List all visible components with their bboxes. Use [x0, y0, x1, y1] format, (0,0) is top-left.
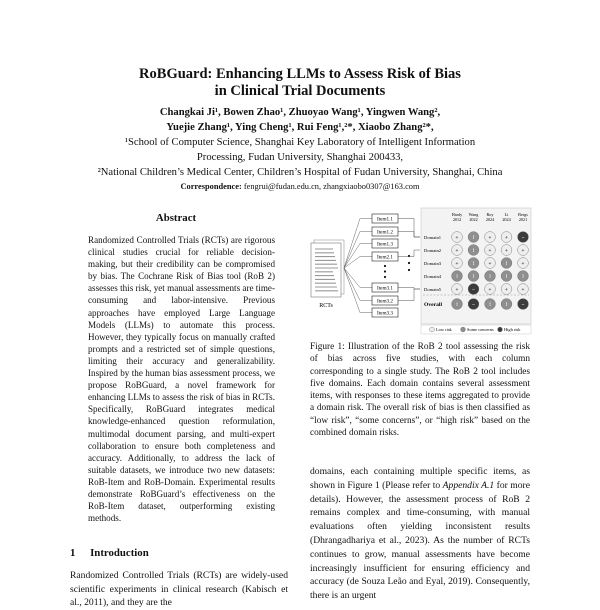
authors-line1: Changkai Ji¹, Bowen Zhao¹, Zhuoyao Wang¹, Yingwen Wang², [159, 107, 441, 118]
risk-symbol: ! [456, 302, 458, 308]
risk-symbol: + [488, 235, 492, 241]
domain-label: Domain5 [424, 287, 442, 292]
introduction-text: Randomized Controlled Trials (RCTs) are widely-used scientific experiments in clinical research (Kabisch et al., 2011), and they are the [70, 570, 288, 608]
item-connector-line [344, 268, 372, 288]
legend-swatch-high [498, 327, 503, 332]
domain-label: Domain1 [424, 235, 442, 240]
item-connector-line [344, 268, 372, 313]
risk-symbol: ! [489, 302, 491, 308]
risk-symbol: ! [505, 302, 508, 308]
risk-symbol: ! [472, 274, 475, 280]
risk-symbol: + [455, 287, 459, 293]
risk-symbol: ! [505, 261, 508, 267]
item-label: Item3.1 [377, 285, 393, 292]
item-label: Item1.2 [377, 229, 393, 236]
risk-symbol: − [471, 302, 476, 308]
study-name: Bergs [518, 212, 528, 217]
risk-symbol: ! [472, 261, 475, 267]
ellipsis-dot [384, 276, 386, 278]
risk-symbol: + [521, 261, 525, 267]
paper-title-line2: in Clinical Trial Documents [214, 83, 386, 99]
affiliation-1-line2: Processing, Fudan University, Shanghai 200433, [196, 152, 404, 163]
paper-title-line1: RoBGuard: Enhancing LLMs to Assess Risk of Bias [139, 66, 461, 82]
overall-label: Overall [424, 302, 443, 308]
introduction-heading [70, 547, 149, 559]
item-label: Item3.3 [377, 310, 393, 317]
domain-arrow [398, 289, 420, 301]
domain-label: Domain3 [424, 261, 442, 266]
domain-label: Domain4 [424, 274, 442, 279]
risk-symbol: ! [456, 274, 458, 280]
study-year: 2024 [502, 217, 511, 222]
correspondence-emails: fengrui@fudan.edu.cn, zhangxiaobo0307@163.com [243, 182, 420, 191]
study-year: 2024 [485, 217, 495, 222]
ellipsis-dot [384, 270, 386, 272]
correspondence-label: Correspondence: [180, 182, 242, 191]
study-year: 2012 [452, 217, 462, 222]
legend-label: Low risk [436, 327, 452, 333]
legend-label: High risk [504, 327, 521, 333]
right-text-before: domains, each containing multiple specific items, as shown in Figure 1 (Please refer to [310, 466, 530, 491]
risk-symbol: ! [472, 248, 475, 254]
item-label: Item1.1 [377, 216, 393, 223]
study-year: 2021 [518, 217, 528, 222]
section-number: 1 [70, 547, 76, 559]
study-name: Wang [468, 212, 479, 217]
abstract-heading: Abstract [155, 212, 197, 224]
figure-1-rob-diagram [310, 206, 532, 336]
correspondence [0, 181, 600, 193]
risk-symbol: + [455, 235, 459, 241]
rct-document-icon [311, 243, 341, 297]
risk-symbol: + [488, 261, 492, 267]
abstract-text: Randomized Controlled Trials (RCTs) are rigorous clinical studies crucial for reliable decision-making, but their credibility can be compromised by bias. The Cochrane Risk of Bias tool (RoB 2) assesses this risk, yet manual assessments are time-consuming and labor-intensive. Previous approaches have employed Large Language Models (LLMs) to automate this process. However, they typically focus on manually crafted prompts and a restricted set of simple questions, limiting their accuracy and generalizability. Inspired by the human bias assessment process, we propose RoBGuard, a novel framework for enhancing LLMs to assess the risk of bias in RCTs. Specifically, RoBGuard integrates medical knowledge-enhanced question reformulation, multimodal document parsing, and multi-expert collaboration to ensure both completeness and accuracy. Additionally, to address the lack of suitable datasets, we introduce two new datasets: RoB-Item and RoB-Domain. Experimental results demonstrate RoBGuard’s effectiveness on the RoB-Item dataset, outperforming existing methods. [88, 235, 275, 524]
item-label: Item2.1 [377, 254, 393, 261]
legend-swatch-low [430, 327, 435, 332]
risk-symbol: + [521, 287, 525, 293]
risk-symbol: + [504, 287, 509, 293]
study-year: 2022 [469, 217, 478, 222]
item-connector-line [344, 232, 372, 269]
affiliation-1-line1: ¹School of Computer Science, Shanghai Key Laboratory of Intelligent Information [124, 137, 476, 148]
study-name: Li [504, 212, 509, 217]
risk-symbol: − [521, 235, 525, 241]
risk-symbol: + [504, 235, 509, 241]
legend-swatch-some [461, 327, 466, 332]
risk-symbol: + [488, 248, 492, 254]
risk-symbol: + [455, 248, 459, 254]
risk-symbol: − [521, 302, 525, 308]
authors-line2: Yuejie Zhang¹, Ying Cheng¹, Rui Feng¹,²*, Xiaobo Zhang²*, [166, 122, 434, 133]
item-label: Item3.2 [377, 298, 393, 305]
domain-arrow [398, 288, 420, 290]
rcts-label: RCTs [319, 303, 333, 309]
ellipsis-dot [408, 262, 410, 264]
item-label: Item1.3 [377, 241, 393, 248]
risk-symbol: ! [472, 235, 475, 241]
ellipsis-dot [384, 265, 386, 267]
study-name: Roy [486, 212, 494, 217]
right-column-text [310, 465, 530, 603]
risk-symbol: ! [489, 274, 491, 280]
risk-symbol: ! [522, 274, 524, 280]
ellipsis-dot [408, 269, 410, 271]
study-name: Hardy [451, 212, 463, 217]
right-text-after: for more details). However, the assessment process of RoB 2 remains complex and time-consuming, with manual evaluations often yielding inconsistent results (Dhrangadhariya et al., 2023). As the number of RCTs continues to grow, manual assessments have become increasingly insufficient for ensuring efficiency and accuracy (de Souza Leão and Eyal, 2019). Consequently, there is an urgent [310, 479, 530, 602]
risk-symbol: + [521, 248, 525, 254]
risk-symbol: + [455, 261, 459, 267]
ellipsis-dot [408, 255, 410, 257]
figure-1-caption: Figure 1: Illustration of the RoB 2 tool assessing the risk of bias across five studies, with each column corresponding to a single study. The RoB 2 tool includes five domains. Each domain contains several assessment items, with responses to these items aggregated to provide a domain risk. The overall risk of bias is then classified as “low risk”, “some concerns”, or “high risk” based on the combined domain risks. [310, 342, 530, 439]
section-title: Introduction [90, 547, 149, 559]
risk-symbol: − [471, 287, 476, 293]
affiliation-2: ²National Children’s Medical Center, Children’s Hospital of Fudan University, Shanghai, China [97, 167, 503, 178]
appendix-reference[interactable]: Appendix A.1 [442, 479, 495, 491]
risk-symbol: + [488, 287, 492, 293]
legend-label: Some concerns [467, 327, 494, 333]
domain-arrow [398, 232, 420, 238]
risk-symbol: + [504, 248, 509, 254]
domain-label: Domain2 [424, 248, 442, 253]
domain-arrow [398, 219, 420, 238]
item-connector-line [344, 244, 372, 269]
item-connector-line [344, 219, 372, 269]
risk-symbol: ! [505, 274, 508, 280]
